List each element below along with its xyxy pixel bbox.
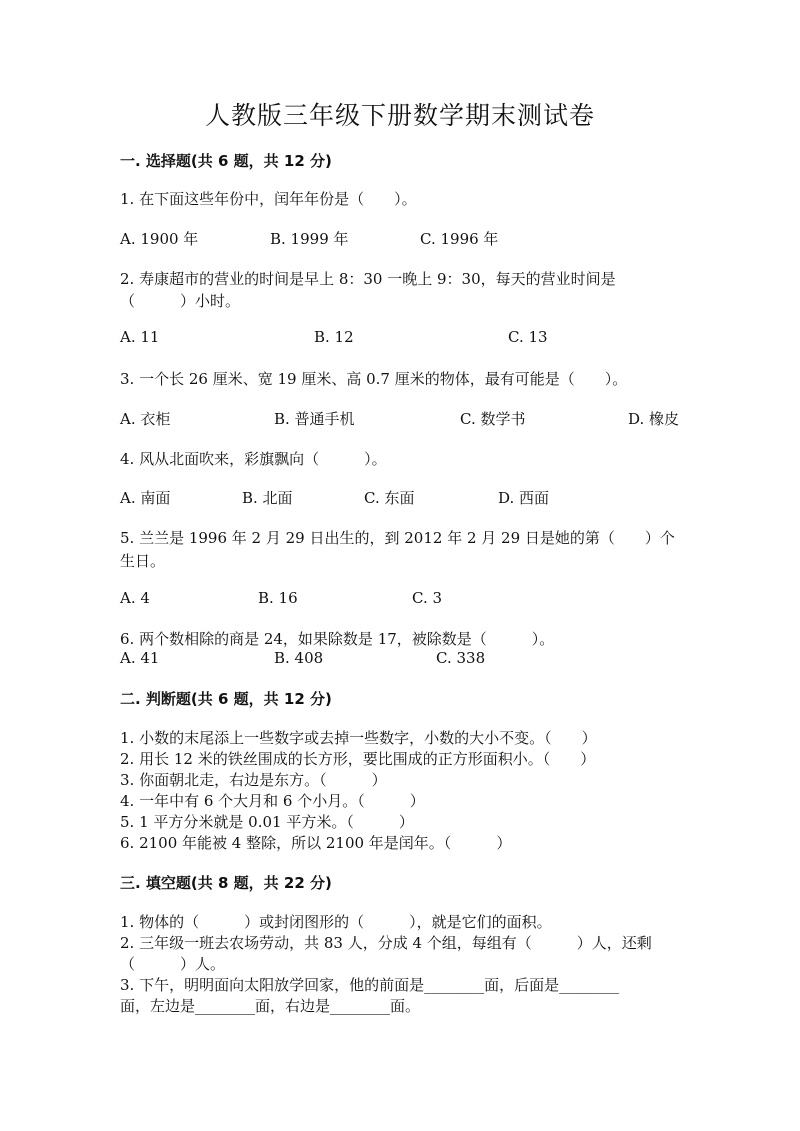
q1-option-a: A. 1900 年: [120, 230, 199, 248]
q6-option-c: C. 338: [436, 649, 486, 667]
question-4: 4. 风从北面吹来，彩旗飘向（ ）。: [120, 450, 387, 468]
judge-item-5: 5. 1 平方分米就是 0.01 平方米。（ ）: [120, 813, 414, 831]
judge-item-4: 4. 一年中有 6 个大月和 6 个小月。（ ）: [120, 792, 425, 810]
fill-line-1: 1. 物体的（ ）或封闭图形的（ ），就是它们的面积。: [120, 913, 552, 931]
q4-option-d: D. 西面: [498, 489, 550, 507]
q6-option-a: A. 41: [120, 649, 160, 667]
q3-option-d: D. 橡皮: [628, 410, 680, 428]
question-5-line-2: 生日。: [120, 552, 166, 570]
fill-line-5: 面，左边是________面，右边是________面。: [120, 997, 421, 1015]
q1-option-c: C. 1996 年: [420, 230, 499, 248]
q2-option-c: C. 13: [508, 328, 548, 346]
question-1: 1. 在下面这些年份中，闰年年份是（ ）。: [120, 190, 417, 208]
fill-line-4: 3. 下午，明明面向太阳放学回家，他的前面是________面，后面是________: [120, 976, 620, 994]
q4-option-c: C. 东面: [364, 489, 415, 507]
judge-item-2: 2. 用长 12 米的铁丝围成的长方形，要比围成的正方形面积小。（ ）: [120, 750, 596, 768]
section-heading-judge: 二. 判断题(共 6 题，共 12 分): [120, 690, 332, 708]
q1-option-b: B. 1999 年: [270, 230, 349, 248]
q3-option-b: B. 普通手机: [274, 410, 355, 428]
q5-option-a: A. 4: [120, 589, 150, 607]
q2-option-b: B. 12: [314, 328, 354, 346]
q4-option-a: A. 南面: [120, 489, 171, 507]
section-heading-fill: 三. 填空题(共 8 题，共 22 分): [120, 874, 332, 892]
q4-option-b: B. 北面: [242, 489, 293, 507]
page-title: 人教版三年级下册数学期末测试卷: [204, 101, 595, 130]
q5-option-c: C. 3: [412, 589, 443, 607]
q5-option-b: B. 16: [258, 589, 298, 607]
q6-option-b: B. 408: [274, 649, 324, 667]
question-5-line-1: 5. 兰兰是 1996 年 2 月 29 日出生的，到 2012 年 2 月 29 日是她的第（ ）个: [120, 529, 675, 547]
fill-line-2: 2. 三年级一班去农场劳动，共 83 人，分成 4 个组，每组有（ ）人，还剩: [120, 934, 652, 952]
q3-option-c: C. 数学书: [460, 410, 526, 428]
judge-item-1: 1. 小数的末尾添上一些数字或去掉一些数字，小数的大小不变。（ ）: [120, 729, 597, 747]
q3-option-a: A. 衣柜: [120, 410, 171, 428]
q2-option-a: A. 11: [120, 328, 160, 346]
question-3: 3. 一个长 26 厘米、宽 19 厘米、高 0.7 厘米的物体，最有可能是（ ）。: [120, 370, 628, 388]
judge-item-3: 3. 你面朝北走，右边是东方。（ ）: [120, 771, 387, 789]
question-2-line-2: （ ）小时。: [120, 292, 241, 310]
question-2-line-1: 2. 寿康超市的营业的时间是早上 8：30 一晚上 9：30，每天的营业时间是: [120, 270, 616, 288]
question-6: 6. 两个数相除的商是 24，如果除数是 17，被除数是（ ）。: [120, 630, 555, 648]
fill-line-3: （ ）人。: [120, 955, 226, 973]
section-heading-choice: 一. 选择题(共 6 题，共 12 分): [120, 152, 332, 170]
judge-item-6: 6. 2100 年能被 4 整除，所以 2100 年是闰年。（ ）: [120, 834, 512, 852]
